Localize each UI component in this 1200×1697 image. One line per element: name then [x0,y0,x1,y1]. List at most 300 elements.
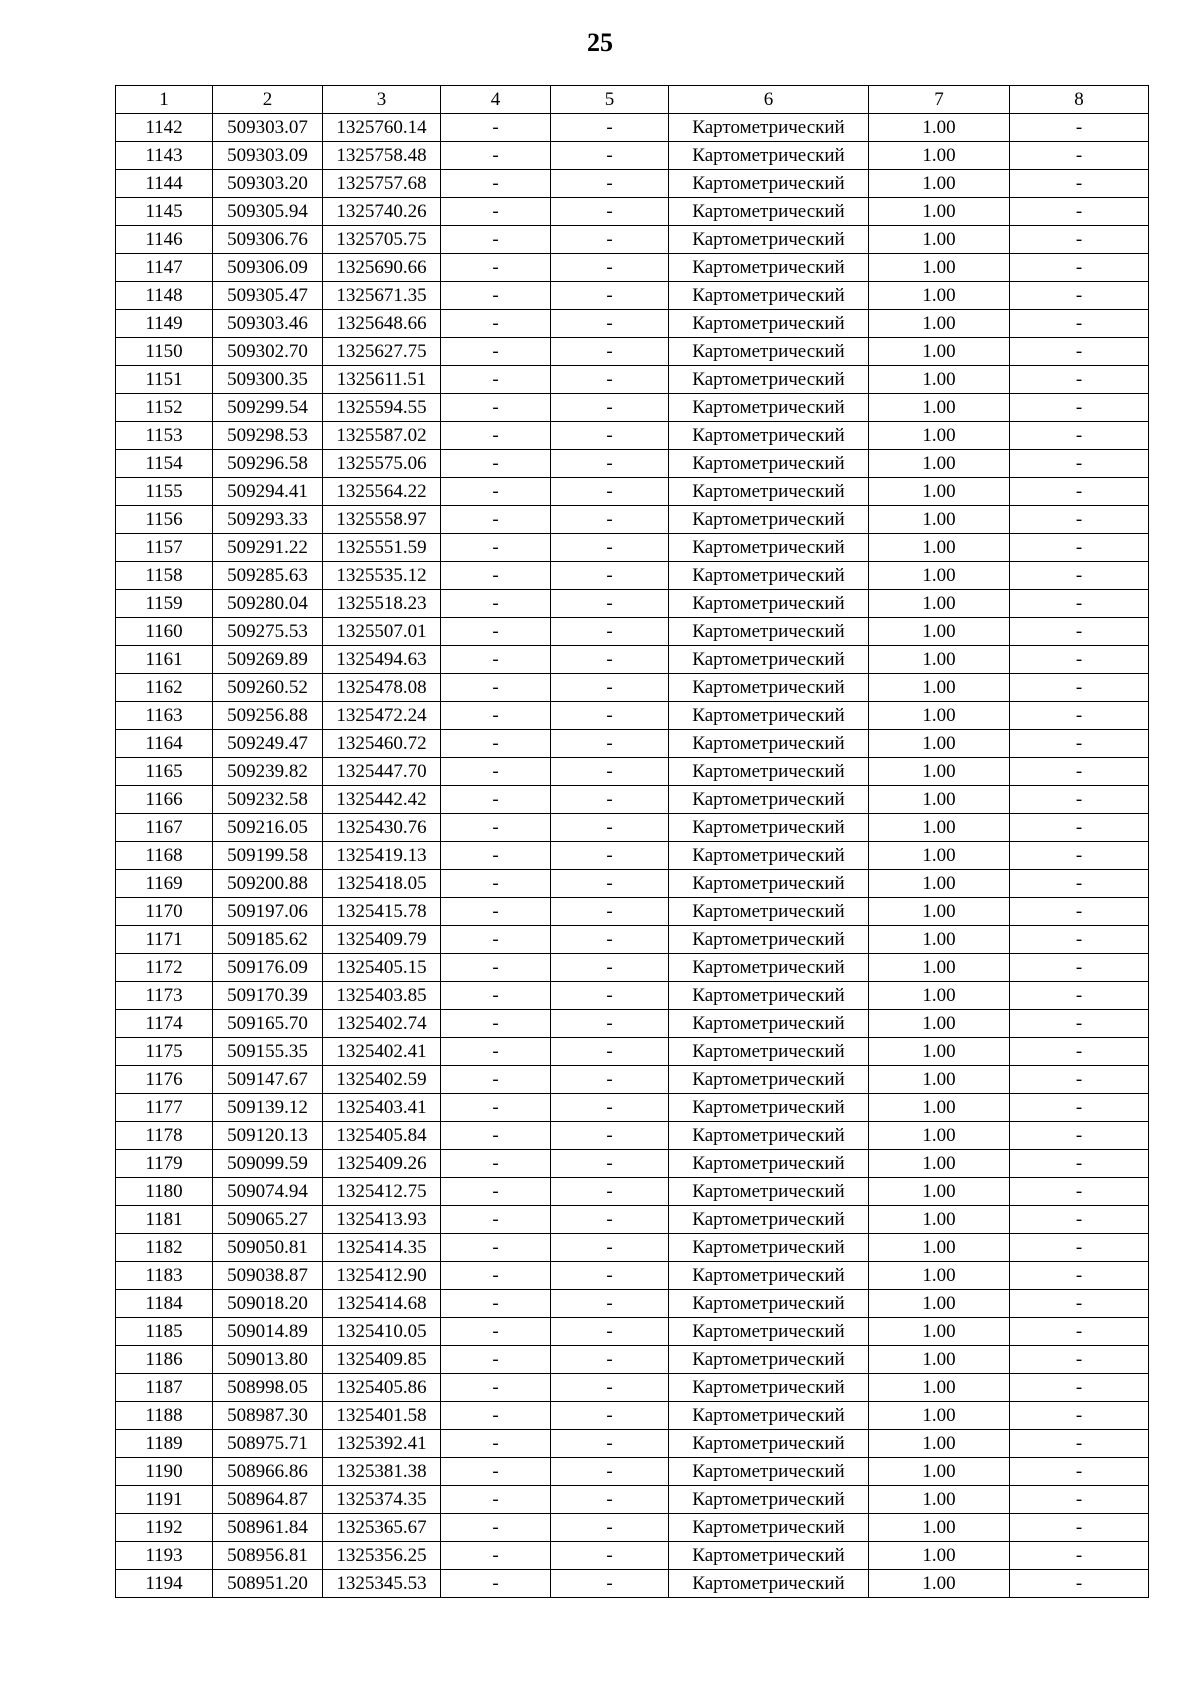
accuracy-cell: 1.00 [869,1570,1010,1598]
point-number-cell: 1190 [116,1458,213,1486]
table-row [116,1458,1149,1486]
point-number-cell: 1175 [116,1038,213,1066]
col8-cell: - [1010,170,1149,198]
method-cell: Картометрический [669,198,869,226]
table-row [116,1066,1149,1094]
point-number-cell: 1163 [116,702,213,730]
x-coordinate-cell: 509013.80 [213,1346,323,1374]
col8-cell: - [1010,1206,1149,1234]
table-row [116,1486,1149,1514]
accuracy-cell: 1.00 [869,1542,1010,1570]
y-coordinate-cell: 1325671.35 [323,282,441,310]
table-row [116,1038,1149,1066]
col8-cell: - [1010,842,1149,870]
col5-cell: - [551,1038,669,1066]
point-number-cell: 1151 [116,366,213,394]
accuracy-cell: 1.00 [869,1374,1010,1402]
col8-cell: - [1010,114,1149,142]
y-coordinate-cell: 1325402.41 [323,1038,441,1066]
point-number-cell: 1169 [116,870,213,898]
y-coordinate-cell: 1325472.24 [323,702,441,730]
table-row [116,198,1149,226]
col4-cell: - [441,618,551,646]
table-row [116,142,1149,170]
point-number-cell: 1191 [116,1486,213,1514]
col5-cell: - [551,730,669,758]
col5-cell: - [551,534,669,562]
y-coordinate-cell: 1325587.02 [323,422,441,450]
col8-cell: - [1010,674,1149,702]
col4-cell: - [441,926,551,954]
table-row [116,170,1149,198]
table-row [116,702,1149,730]
table-row [116,1346,1149,1374]
y-coordinate-cell: 1325409.85 [323,1346,441,1374]
col8-cell: - [1010,646,1149,674]
table-row [116,1402,1149,1430]
table-row [116,562,1149,590]
method-cell: Картометрический [669,786,869,814]
col5-cell: - [551,1094,669,1122]
col5-cell: - [551,814,669,842]
column-header: 2 [213,86,323,114]
table-row [116,338,1149,366]
y-coordinate-cell: 1325381.38 [323,1458,441,1486]
x-coordinate-cell: 508964.87 [213,1486,323,1514]
column-header: 5 [551,86,669,114]
col4-cell: - [441,422,551,450]
col4-cell: - [441,1374,551,1402]
col4-cell: - [441,1094,551,1122]
accuracy-cell: 1.00 [869,170,1010,198]
col5-cell: - [551,450,669,478]
col8-cell: - [1010,1430,1149,1458]
y-coordinate-cell: 1325413.93 [323,1206,441,1234]
x-coordinate-cell: 509303.46 [213,310,323,338]
point-number-cell: 1187 [116,1374,213,1402]
x-coordinate-cell: 509065.27 [213,1206,323,1234]
accuracy-cell: 1.00 [869,1514,1010,1542]
col5-cell: - [551,786,669,814]
x-coordinate-cell: 509303.20 [213,170,323,198]
method-cell: Картометрический [669,1290,869,1318]
method-cell: Картометрический [669,1430,869,1458]
col5-cell: - [551,618,669,646]
y-coordinate-cell: 1325758.48 [323,142,441,170]
point-number-cell: 1152 [116,394,213,422]
method-cell: Картометрический [669,814,869,842]
method-cell: Картометрический [669,674,869,702]
y-coordinate-cell: 1325627.75 [323,338,441,366]
table-row [116,590,1149,618]
x-coordinate-cell: 509298.53 [213,422,323,450]
accuracy-cell: 1.00 [869,1066,1010,1094]
accuracy-cell: 1.00 [869,730,1010,758]
col4-cell: - [441,1234,551,1262]
table-row [116,646,1149,674]
col5-cell: - [551,898,669,926]
point-number-cell: 1171 [116,926,213,954]
method-cell: Картометрический [669,282,869,310]
y-coordinate-cell: 1325478.08 [323,674,441,702]
col5-cell: - [551,590,669,618]
x-coordinate-cell: 509293.33 [213,506,323,534]
point-number-cell: 1172 [116,954,213,982]
table-row [116,422,1149,450]
accuracy-cell: 1.00 [869,394,1010,422]
y-coordinate-cell: 1325415.78 [323,898,441,926]
method-cell: Картометрический [669,1318,869,1346]
x-coordinate-cell: 509305.47 [213,282,323,310]
y-coordinate-cell: 1325594.55 [323,394,441,422]
col8-cell: - [1010,1542,1149,1570]
method-cell: Картометрический [669,842,869,870]
x-coordinate-cell: 509216.05 [213,814,323,842]
method-cell: Картометрический [669,1486,869,1514]
x-coordinate-cell: 508961.84 [213,1514,323,1542]
accuracy-cell: 1.00 [869,982,1010,1010]
y-coordinate-cell: 1325419.13 [323,842,441,870]
column-header: 8 [1010,86,1149,114]
x-coordinate-cell: 509050.81 [213,1234,323,1262]
point-number-cell: 1174 [116,1010,213,1038]
point-number-cell: 1194 [116,1570,213,1598]
method-cell: Картометрический [669,618,869,646]
x-coordinate-cell: 509306.09 [213,254,323,282]
col4-cell: - [441,1318,551,1346]
x-coordinate-cell: 508966.86 [213,1458,323,1486]
col8-cell: - [1010,954,1149,982]
col5-cell: - [551,1262,669,1290]
method-cell: Картометрический [669,562,869,590]
col8-cell: - [1010,1402,1149,1430]
method-cell: Картометрический [669,1262,869,1290]
col8-cell: - [1010,422,1149,450]
method-cell: Картометрический [669,1514,869,1542]
point-number-cell: 1148 [116,282,213,310]
table-row [116,226,1149,254]
col5-cell: - [551,478,669,506]
method-cell: Картометрический [669,898,869,926]
col8-cell: - [1010,478,1149,506]
col5-cell: - [551,1402,669,1430]
x-coordinate-cell: 508987.30 [213,1402,323,1430]
col4-cell: - [441,226,551,254]
method-cell: Картометрический [669,590,869,618]
table-row [116,1234,1149,1262]
accuracy-cell: 1.00 [869,1346,1010,1374]
col4-cell: - [441,1010,551,1038]
accuracy-cell: 1.00 [869,1234,1010,1262]
col5-cell: - [551,1066,669,1094]
col4-cell: - [441,1150,551,1178]
y-coordinate-cell: 1325402.74 [323,1010,441,1038]
point-number-cell: 1144 [116,170,213,198]
column-header: 1 [116,86,213,114]
x-coordinate-cell: 509147.67 [213,1066,323,1094]
table-row [116,450,1149,478]
y-coordinate-cell: 1325447.70 [323,758,441,786]
method-cell: Картометрический [669,1458,869,1486]
x-coordinate-cell: 509280.04 [213,590,323,618]
y-coordinate-cell: 1325405.84 [323,1122,441,1150]
method-cell: Картометрический [669,1010,869,1038]
method-cell: Картометрический [669,506,869,534]
col8-cell: - [1010,1066,1149,1094]
x-coordinate-cell: 509185.62 [213,926,323,954]
y-coordinate-cell: 1325401.58 [323,1402,441,1430]
col4-cell: - [441,870,551,898]
table-row [116,1010,1149,1038]
point-number-cell: 1184 [116,1290,213,1318]
col5-cell: - [551,674,669,702]
point-number-cell: 1179 [116,1150,213,1178]
y-coordinate-cell: 1325409.79 [323,926,441,954]
y-coordinate-cell: 1325410.05 [323,1318,441,1346]
col4-cell: - [441,114,551,142]
method-cell: Картометрический [669,1122,869,1150]
accuracy-cell: 1.00 [869,1290,1010,1318]
point-number-cell: 1193 [116,1542,213,1570]
col8-cell: - [1010,226,1149,254]
col5-cell: - [551,170,669,198]
col8-cell: - [1010,1486,1149,1514]
col5-cell: - [551,142,669,170]
column-header: 7 [869,86,1010,114]
table-row [116,1430,1149,1458]
accuracy-cell: 1.00 [869,562,1010,590]
point-number-cell: 1145 [116,198,213,226]
x-coordinate-cell: 508975.71 [213,1430,323,1458]
point-number-cell: 1170 [116,898,213,926]
y-coordinate-cell: 1325356.25 [323,1542,441,1570]
col8-cell: - [1010,926,1149,954]
x-coordinate-cell: 509099.59 [213,1150,323,1178]
x-coordinate-cell: 509269.89 [213,646,323,674]
x-coordinate-cell: 509299.54 [213,394,323,422]
col4-cell: - [441,1458,551,1486]
col8-cell: - [1010,1262,1149,1290]
col4-cell: - [441,1038,551,1066]
method-cell: Картометрический [669,1094,869,1122]
accuracy-cell: 1.00 [869,758,1010,786]
point-number-cell: 1164 [116,730,213,758]
method-cell: Картометрический [669,1346,869,1374]
point-number-cell: 1188 [116,1402,213,1430]
col4-cell: - [441,1290,551,1318]
accuracy-cell: 1.00 [869,590,1010,618]
accuracy-cell: 1.00 [869,898,1010,926]
point-number-cell: 1158 [116,562,213,590]
point-number-cell: 1143 [116,142,213,170]
method-cell: Картометрический [669,730,869,758]
table-row [116,366,1149,394]
y-coordinate-cell: 1325392.41 [323,1430,441,1458]
accuracy-cell: 1.00 [869,450,1010,478]
method-cell: Картометрический [669,702,869,730]
col4-cell: - [441,1206,551,1234]
y-coordinate-cell: 1325535.12 [323,562,441,590]
point-number-cell: 1185 [116,1318,213,1346]
table-row [116,870,1149,898]
col4-cell: - [441,982,551,1010]
x-coordinate-cell: 509305.94 [213,198,323,226]
x-coordinate-cell: 509294.41 [213,478,323,506]
method-cell: Картометрический [669,1178,869,1206]
method-cell: Картометрический [669,982,869,1010]
accuracy-cell: 1.00 [869,366,1010,394]
x-coordinate-cell: 509256.88 [213,702,323,730]
accuracy-cell: 1.00 [869,702,1010,730]
y-coordinate-cell: 1325518.23 [323,590,441,618]
method-cell: Картометрический [669,646,869,674]
col4-cell: - [441,898,551,926]
x-coordinate-cell: 508956.81 [213,1542,323,1570]
y-coordinate-cell: 1325690.66 [323,254,441,282]
point-number-cell: 1182 [116,1234,213,1262]
col4-cell: - [441,282,551,310]
x-coordinate-cell: 508998.05 [213,1374,323,1402]
accuracy-cell: 1.00 [869,198,1010,226]
method-cell: Картометрический [669,870,869,898]
point-number-cell: 1177 [116,1094,213,1122]
table-row [116,786,1149,814]
accuracy-cell: 1.00 [869,674,1010,702]
table-row [116,394,1149,422]
accuracy-cell: 1.00 [869,1010,1010,1038]
method-cell: Картометрический [669,1150,869,1178]
table-row [116,1514,1149,1542]
y-coordinate-cell: 1325412.75 [323,1178,441,1206]
col8-cell: - [1010,394,1149,422]
col5-cell: - [551,1570,669,1598]
y-coordinate-cell: 1325403.85 [323,982,441,1010]
y-coordinate-cell: 1325558.97 [323,506,441,534]
accuracy-cell: 1.00 [869,870,1010,898]
col8-cell: - [1010,1374,1149,1402]
col5-cell: - [551,926,669,954]
table-row [116,1318,1149,1346]
table-row [116,478,1149,506]
col4-cell: - [441,842,551,870]
col4-cell: - [441,338,551,366]
col4-cell: - [441,562,551,590]
col8-cell: - [1010,1094,1149,1122]
col5-cell: - [551,422,669,450]
method-cell: Картометрический [669,534,869,562]
point-number-cell: 1189 [116,1430,213,1458]
col8-cell: - [1010,1318,1149,1346]
col5-cell: - [551,1234,669,1262]
x-coordinate-cell: 509199.58 [213,842,323,870]
table-row [116,1178,1149,1206]
x-coordinate-cell: 509303.09 [213,142,323,170]
col8-cell: - [1010,1178,1149,1206]
accuracy-cell: 1.00 [869,1430,1010,1458]
x-coordinate-cell: 509197.06 [213,898,323,926]
x-coordinate-cell: 509014.89 [213,1318,323,1346]
col8-cell: - [1010,534,1149,562]
col4-cell: - [441,730,551,758]
col5-cell: - [551,282,669,310]
table-row [116,282,1149,310]
col8-cell: - [1010,310,1149,338]
col8-cell: - [1010,450,1149,478]
y-coordinate-cell: 1325460.72 [323,730,441,758]
col4-cell: - [441,394,551,422]
method-cell: Картометрический [669,478,869,506]
table-row [116,1570,1149,1598]
method-cell: Картометрический [669,954,869,982]
accuracy-cell: 1.00 [869,926,1010,954]
col8-cell: - [1010,1038,1149,1066]
method-cell: Картометрический [669,310,869,338]
x-coordinate-cell: 509232.58 [213,786,323,814]
point-number-cell: 1150 [116,338,213,366]
table-row [116,814,1149,842]
col5-cell: - [551,1206,669,1234]
col5-cell: - [551,842,669,870]
point-number-cell: 1147 [116,254,213,282]
col5-cell: - [551,1542,669,1570]
col4-cell: - [441,1262,551,1290]
y-coordinate-cell: 1325575.06 [323,450,441,478]
x-coordinate-cell: 509249.47 [213,730,323,758]
method-cell: Картометрический [669,1542,869,1570]
x-coordinate-cell: 509275.53 [213,618,323,646]
col5-cell: - [551,1318,669,1346]
point-number-cell: 1192 [116,1514,213,1542]
col5-cell: - [551,1458,669,1486]
x-coordinate-cell: 509018.20 [213,1290,323,1318]
col8-cell: - [1010,338,1149,366]
accuracy-cell: 1.00 [869,954,1010,982]
col4-cell: - [441,254,551,282]
x-coordinate-cell: 509170.39 [213,982,323,1010]
point-number-cell: 1168 [116,842,213,870]
accuracy-cell: 1.00 [869,1038,1010,1066]
x-coordinate-cell: 509306.76 [213,226,323,254]
accuracy-cell: 1.00 [869,254,1010,282]
point-number-cell: 1166 [116,786,213,814]
accuracy-cell: 1.00 [869,1458,1010,1486]
col8-cell: - [1010,282,1149,310]
x-coordinate-cell: 509291.22 [213,534,323,562]
accuracy-cell: 1.00 [869,814,1010,842]
y-coordinate-cell: 1325414.35 [323,1234,441,1262]
y-coordinate-cell: 1325345.53 [323,1570,441,1598]
accuracy-cell: 1.00 [869,226,1010,254]
table-row [116,1122,1149,1150]
method-cell: Картометрический [669,926,869,954]
point-number-cell: 1178 [116,1122,213,1150]
col5-cell: - [551,758,669,786]
table-row [116,982,1149,1010]
y-coordinate-cell: 1325564.22 [323,478,441,506]
table-row [116,1374,1149,1402]
x-coordinate-cell: 508951.20 [213,1570,323,1598]
accuracy-cell: 1.00 [869,422,1010,450]
table-row [116,954,1149,982]
col5-cell: - [551,1010,669,1038]
table-row [116,1542,1149,1570]
col8-cell: - [1010,982,1149,1010]
method-cell: Картометрический [669,422,869,450]
accuracy-cell: 1.00 [869,506,1010,534]
y-coordinate-cell: 1325760.14 [323,114,441,142]
col8-cell: - [1010,562,1149,590]
point-number-cell: 1156 [116,506,213,534]
